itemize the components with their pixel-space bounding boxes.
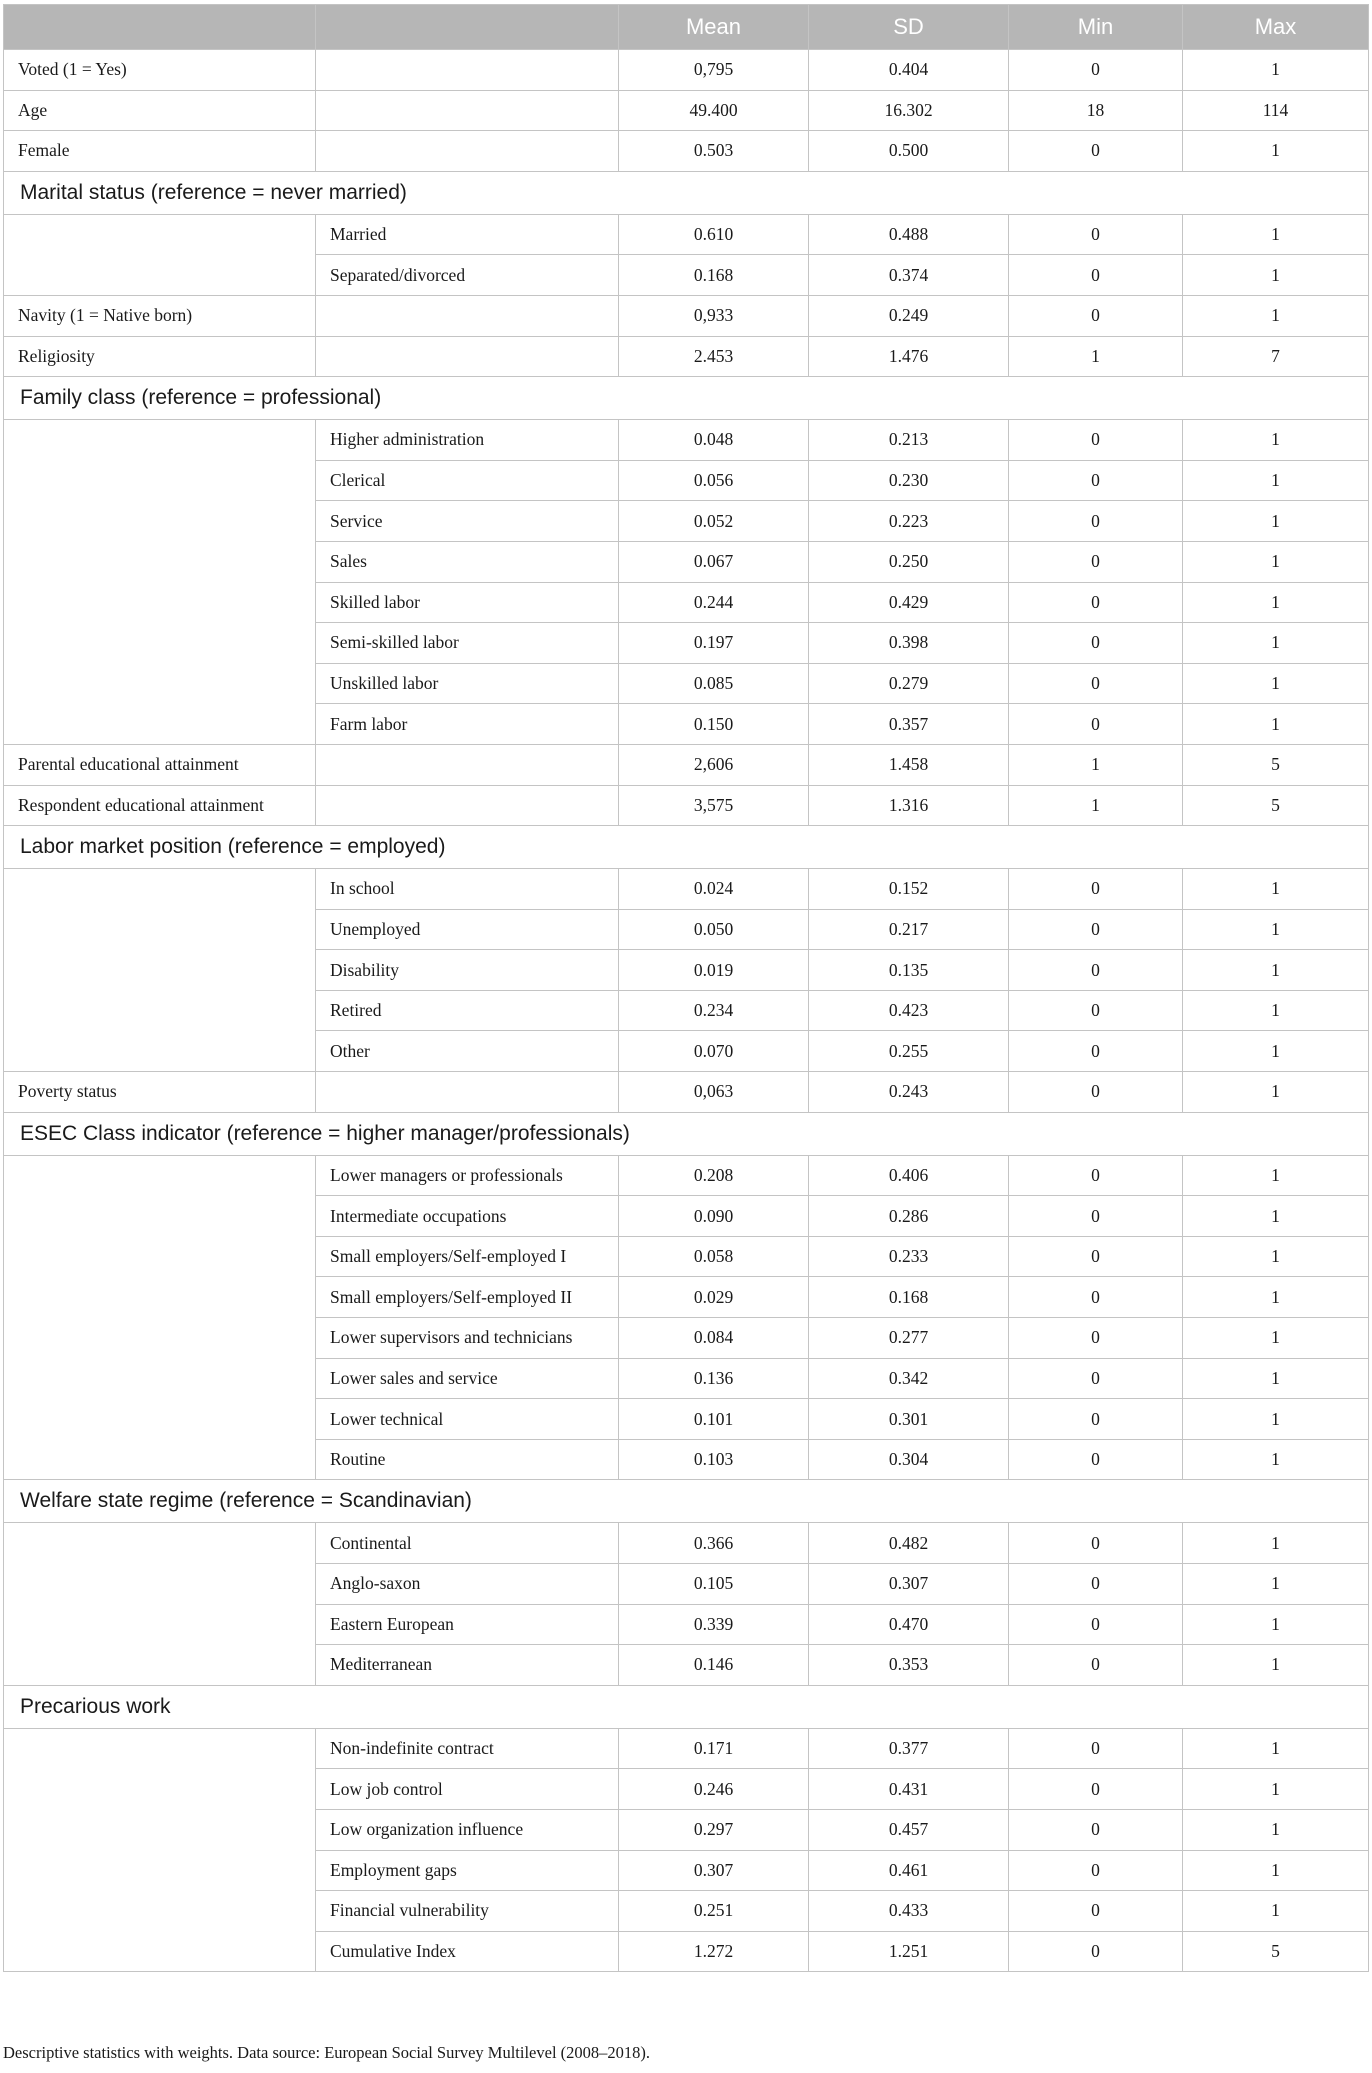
variable-label [4,1728,316,1972]
max-value: 5 [1183,785,1369,826]
mean-value: 2.453 [619,336,809,377]
table-footnote: Descriptive statistics with weights. Data source: European Social Survey Multilevel (2008–2018). [3,2043,651,2062]
variable-label [4,1523,316,1685]
min-value: 0 [1009,582,1183,623]
category-label: Non-indefinite contract [316,1728,619,1769]
category-label: Lower technical [316,1399,619,1440]
header-mean: Mean [619,5,809,50]
min-value: 1 [1009,785,1183,826]
category-label: Employment gaps [316,1850,619,1891]
mean-value: 0.251 [619,1891,809,1932]
sd-value: 0.250 [809,541,1009,582]
table-container [3,4,1368,1972]
table-row [4,1523,1369,1564]
mean-value: 0.090 [619,1196,809,1237]
max-value: 5 [1183,1931,1369,1972]
sd-value: 0.152 [809,869,1009,910]
category-label: Eastern European [316,1604,619,1645]
sd-value: 0.482 [809,1523,1009,1564]
max-value: 1 [1183,501,1369,542]
mean-value: 2,606 [619,744,809,785]
min-value: 0 [1009,1277,1183,1318]
max-value: 1 [1183,1399,1369,1440]
max-value: 1 [1183,1072,1369,1113]
table-row [4,744,1369,785]
mean-value: 0.103 [619,1439,809,1480]
max-value: 1 [1183,1318,1369,1359]
max-value: 1 [1183,1236,1369,1277]
mean-value: 0.366 [619,1523,809,1564]
mean-value: 49.400 [619,90,809,131]
min-value: 0 [1009,131,1183,172]
table-header-row [4,5,1369,50]
mean-value: 0.150 [619,704,809,745]
category-label [316,131,619,172]
table-body [4,50,1369,1972]
variable-label: Navity (1 = Native born) [4,295,316,336]
category-label: Small employers/Self-employed I [316,1236,619,1277]
category-label: Unskilled labor [316,663,619,704]
max-value: 1 [1183,1196,1369,1237]
min-value: 0 [1009,1155,1183,1196]
mean-value: 0.084 [619,1318,809,1359]
min-value: 0 [1009,950,1183,991]
sd-value: 0.217 [809,909,1009,950]
sd-value: 0.342 [809,1358,1009,1399]
variable-label [4,214,316,295]
variable-label: Religiosity [4,336,316,377]
group-label: Welfare state regime (reference = Scandinavian) [4,1480,1369,1523]
mean-value: 0.050 [619,909,809,950]
mean-value: 0.168 [619,255,809,296]
mean-value: 0.048 [619,420,809,461]
min-value: 0 [1009,909,1183,950]
min-value: 0 [1009,1604,1183,1645]
category-label: Retired [316,990,619,1031]
min-value: 0 [1009,501,1183,542]
min-value: 0 [1009,1318,1183,1359]
category-label: Small employers/Self-employed II [316,1277,619,1318]
max-value: 1 [1183,950,1369,991]
max-value: 1 [1183,909,1369,950]
sd-value: 0.433 [809,1891,1009,1932]
sd-value: 16.302 [809,90,1009,131]
variable-label [4,869,316,1072]
sd-value: 1.251 [809,1931,1009,1972]
variable-label: Age [4,90,316,131]
max-value: 1 [1183,990,1369,1031]
group-header-row [4,1112,1369,1155]
variable-label [4,420,316,745]
category-label: Intermediate occupations [316,1196,619,1237]
sd-value: 0.374 [809,255,1009,296]
min-value: 0 [1009,1439,1183,1480]
category-label: Lower sales and service [316,1358,619,1399]
table-row [4,90,1369,131]
max-value: 1 [1183,1891,1369,1932]
mean-value: 0.105 [619,1564,809,1605]
category-label: Service [316,501,619,542]
max-value: 1 [1183,1031,1369,1072]
category-label: Financial vulnerability [316,1891,619,1932]
max-value: 1 [1183,50,1369,91]
min-value: 0 [1009,1196,1183,1237]
max-value: 1 [1183,1155,1369,1196]
max-value: 1 [1183,1564,1369,1605]
sd-value: 0.301 [809,1399,1009,1440]
mean-value: 0.101 [619,1399,809,1440]
mean-value: 0.056 [619,460,809,501]
mean-value: 0.339 [619,1604,809,1645]
max-value: 1 [1183,1769,1369,1810]
category-label: Married [316,214,619,255]
min-value: 0 [1009,255,1183,296]
category-label [316,295,619,336]
header-sd: SD [809,5,1009,50]
group-header-row [4,826,1369,869]
sd-value: 0.304 [809,1439,1009,1480]
sd-value: 0.431 [809,1769,1009,1810]
table-row [4,785,1369,826]
max-value: 1 [1183,1523,1369,1564]
max-value: 114 [1183,90,1369,131]
max-value: 1 [1183,1809,1369,1850]
category-label: Separated/divorced [316,255,619,296]
max-value: 1 [1183,295,1369,336]
min-value: 0 [1009,1523,1183,1564]
sd-value: 0.213 [809,420,1009,461]
max-value: 1 [1183,1850,1369,1891]
sd-value: 0.233 [809,1236,1009,1277]
group-header-row [4,377,1369,420]
sd-value: 0.429 [809,582,1009,623]
max-value: 5 [1183,744,1369,785]
header-min: Min [1009,5,1183,50]
sd-value: 0.404 [809,50,1009,91]
category-label: Sales [316,541,619,582]
sd-value: 0.461 [809,1850,1009,1891]
header-category [316,5,619,50]
min-value: 0 [1009,1645,1183,1686]
min-value: 0 [1009,460,1183,501]
max-value: 7 [1183,336,1369,377]
mean-value: 0.246 [619,1769,809,1810]
max-value: 1 [1183,663,1369,704]
min-value: 0 [1009,50,1183,91]
category-label: Clerical [316,460,619,501]
sd-value: 0.255 [809,1031,1009,1072]
mean-value: 3,575 [619,785,809,826]
min-value: 0 [1009,214,1183,255]
min-value: 0 [1009,704,1183,745]
sd-value: 0.249 [809,295,1009,336]
mean-value: 0.307 [619,1850,809,1891]
min-value: 0 [1009,420,1183,461]
sd-value: 0.377 [809,1728,1009,1769]
max-value: 1 [1183,1728,1369,1769]
sd-value: 1.458 [809,744,1009,785]
category-label: In school [316,869,619,910]
max-value: 1 [1183,420,1369,461]
min-value: 0 [1009,1031,1183,1072]
mean-value: 0.197 [619,623,809,664]
header-max: Max [1183,5,1369,50]
min-value: 18 [1009,90,1183,131]
sd-value: 1.316 [809,785,1009,826]
category-label [316,50,619,91]
variable-label [4,1155,316,1480]
category-label: Semi-skilled labor [316,623,619,664]
group-header-row [4,1685,1369,1728]
sd-value: 0.398 [809,623,1009,664]
min-value: 0 [1009,1809,1183,1850]
sd-value: 0.353 [809,1645,1009,1686]
group-label: ESEC Class indicator (reference = higher manager/professionals) [4,1112,1369,1155]
category-label [316,744,619,785]
min-value: 0 [1009,1850,1183,1891]
min-value: 0 [1009,623,1183,664]
min-value: 0 [1009,1399,1183,1440]
sd-value: 0.277 [809,1318,1009,1359]
mean-value: 0.019 [619,950,809,991]
table-row [4,1728,1369,1769]
max-value: 1 [1183,255,1369,296]
variable-label: Parental educational attainment [4,744,316,785]
mean-value: 0.085 [619,663,809,704]
min-value: 0 [1009,1931,1183,1972]
mean-value: 0.503 [619,131,809,172]
table-row [4,420,1369,461]
min-value: 0 [1009,295,1183,336]
mean-value: 0.146 [619,1645,809,1686]
sd-value: 0.279 [809,663,1009,704]
table-row [4,50,1369,91]
sd-value: 0.223 [809,501,1009,542]
category-label [316,336,619,377]
min-value: 0 [1009,869,1183,910]
sd-value: 0.457 [809,1809,1009,1850]
min-value: 0 [1009,1728,1183,1769]
category-label: Lower managers or professionals [316,1155,619,1196]
sd-value: 0.500 [809,131,1009,172]
table-row [4,1155,1369,1196]
variable-label: Female [4,131,316,172]
min-value: 1 [1009,336,1183,377]
sd-value: 0.423 [809,990,1009,1031]
category-label: Low organization influence [316,1809,619,1850]
sd-value: 0.307 [809,1564,1009,1605]
min-value: 0 [1009,541,1183,582]
group-label: Marital status (reference = never married) [4,171,1369,214]
max-value: 1 [1183,214,1369,255]
variable-label: Poverty status [4,1072,316,1113]
category-label: Other [316,1031,619,1072]
descriptive-statistics-table [3,4,1369,1972]
min-value: 0 [1009,990,1183,1031]
group-header-row [4,171,1369,214]
max-value: 1 [1183,1277,1369,1318]
mean-value: 0.029 [619,1277,809,1318]
table-row [4,1072,1369,1113]
min-value: 0 [1009,1072,1183,1113]
category-label: Anglo-saxon [316,1564,619,1605]
table-row [4,214,1369,255]
category-label: Higher administration [316,420,619,461]
max-value: 1 [1183,541,1369,582]
max-value: 1 [1183,869,1369,910]
max-value: 1 [1183,704,1369,745]
table-row [4,131,1369,172]
category-label: Unemployed [316,909,619,950]
max-value: 1 [1183,1358,1369,1399]
max-value: 1 [1183,131,1369,172]
min-value: 0 [1009,1236,1183,1277]
mean-value: 0.067 [619,541,809,582]
sd-value: 0.135 [809,950,1009,991]
mean-value: 0,795 [619,50,809,91]
category-label: Cumulative Index [316,1931,619,1972]
category-label: Farm labor [316,704,619,745]
max-value: 1 [1183,460,1369,501]
sd-value: 0.470 [809,1604,1009,1645]
table-row [4,295,1369,336]
mean-value: 0.058 [619,1236,809,1277]
sd-value: 0.168 [809,1277,1009,1318]
max-value: 1 [1183,1439,1369,1480]
variable-label: Voted (1 = Yes) [4,50,316,91]
sd-value: 0.357 [809,704,1009,745]
sd-value: 0.230 [809,460,1009,501]
min-value: 0 [1009,1769,1183,1810]
max-value: 1 [1183,623,1369,664]
min-value: 0 [1009,663,1183,704]
category-label: Mediterranean [316,1645,619,1686]
mean-value: 0.171 [619,1728,809,1769]
min-value: 0 [1009,1891,1183,1932]
sd-value: 0.406 [809,1155,1009,1196]
sd-value: 1.476 [809,336,1009,377]
variable-label: Respondent educational attainment [4,785,316,826]
mean-value: 0.244 [619,582,809,623]
min-value: 0 [1009,1564,1183,1605]
category-label: Continental [316,1523,619,1564]
category-label [316,785,619,826]
group-label: Labor market position (reference = employed) [4,826,1369,869]
mean-value: 0.234 [619,990,809,1031]
sd-value: 0.243 [809,1072,1009,1113]
sd-value: 0.488 [809,214,1009,255]
mean-value: 0.070 [619,1031,809,1072]
category-label: Disability [316,950,619,991]
min-value: 0 [1009,1358,1183,1399]
group-header-row [4,1480,1369,1523]
table-row [4,869,1369,910]
max-value: 1 [1183,1604,1369,1645]
category-label [316,1072,619,1113]
mean-value: 0.136 [619,1358,809,1399]
mean-value: 0.297 [619,1809,809,1850]
group-label: Family class (reference = professional) [4,377,1369,420]
category-label: Routine [316,1439,619,1480]
category-label [316,90,619,131]
max-value: 1 [1183,582,1369,623]
category-label: Low job control [316,1769,619,1810]
category-label: Skilled labor [316,582,619,623]
mean-value: 0.052 [619,501,809,542]
min-value: 1 [1009,744,1183,785]
mean-value: 0,063 [619,1072,809,1113]
mean-value: 0.208 [619,1155,809,1196]
max-value: 1 [1183,1645,1369,1686]
mean-value: 0.024 [619,869,809,910]
category-label: Lower supervisors and technicians [316,1318,619,1359]
mean-value: 1.272 [619,1931,809,1972]
mean-value: 0,933 [619,295,809,336]
mean-value: 0.610 [619,214,809,255]
sd-value: 0.286 [809,1196,1009,1237]
group-label: Precarious work [4,1685,1369,1728]
header-variable [4,5,316,50]
table-row [4,336,1369,377]
